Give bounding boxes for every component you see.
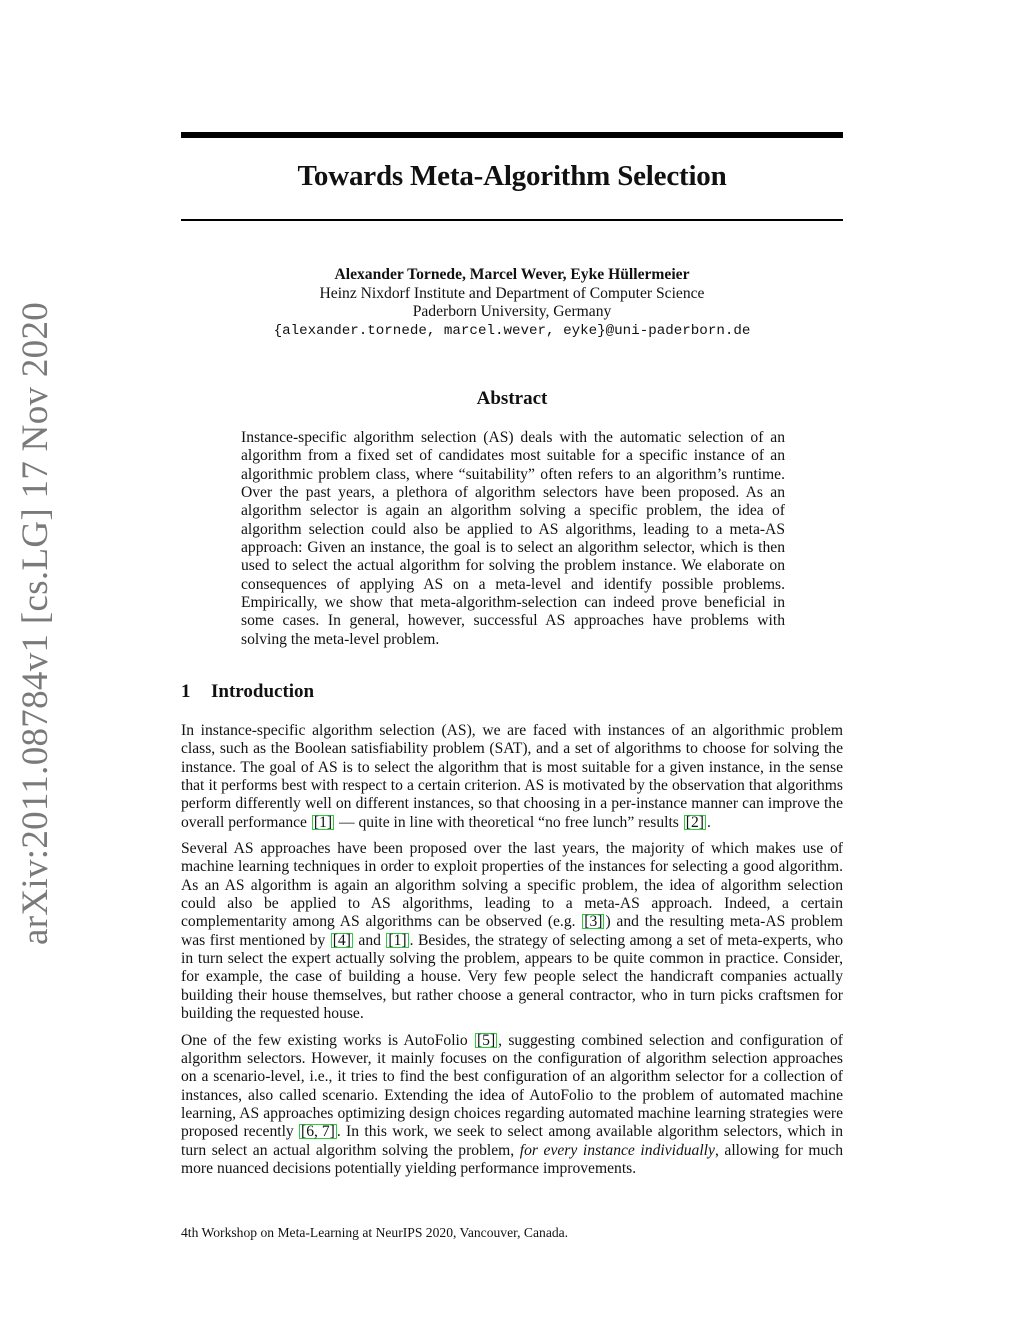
abstract-text: Instance-specific algorithm selection (AS) deals with the automatic selection of an algorithm from a fixed set of candidates most suitable for a specific instance of an algorithmic problem class, where “suitability” often refers to an algorithm’s runtime. Over the past years, a plethora of algorithm selectors have been proposed. As an algorithm selector is again an algorithm solving a specific problem, the idea of algorithm selection could also be applied to AS algorithms, leading to a meta-AS approach: Given an instance, the goal is to select an algorithm selector, which is then used to select the actual algorithm for solving the problem instance. We elaborate on consequences of applying AS on a meta-level and identify possible problems. Empirically, we show that meta-algorithm-selection can indeed prove beneficial in some cases. In general, however, successful AS approaches have problems with solving the meta-level problem. <box>241 429 785 648</box>
paragraph-3: One of the few existing works is AutoFolio [5] , suggesting combined selection and configuration of algorithm selectors. However, it mainly focuses on the configuration of algorithm selection approaches on a scenario-level, i.e., it tries to find the best configuration of an algorithm selector for a collection of instances, also called scenario. Extending the idea of AutoFolio to the problem of automated machine learning, AS approaches optimizing design choices regarding automated machine learning strategies were proposed recently [6, 7] . In this work, we seek to select among available algorithm selectors, which in turn select an actual algorithm solving the problem, for every instance individually, allowing for much more nuanced decisions potentially yielding performance improvements. <box>181 1031 844 1177</box>
arxiv-stamp: arXiv:2011.08784v1 [cs.LG] 17 Nov 2020 <box>15 301 56 945</box>
paragraph-1: In instance-specific algorithm selection (AS), we are faced with instances of an algorithmic problem class, such as the Boolean satisfiability problem (SAT), and a set of algorithms to choose for solving the instance. The goal of AS is to select the algorithm that is most suitable for a given instance, in the sense that it performs best with respect to a certain criterion. AS is motivated by the observation that algorithms perform differently well on different instances, so that choosing in a per-instance manner can improve the overall performance [1] — quite in line with theoretical “no free lunch” results [2] . <box>181 722 843 831</box>
section-title: Introduction <box>211 681 315 702</box>
footnote: 4th Workshop on Meta-Learning at NeurIPS 2020, Vancouver, Canada. <box>181 1225 569 1240</box>
body-text <box>181 722 843 1186</box>
paragraph-2: Several AS approaches have been proposed over the last years, the majority of which makes use of machine learning techniques in order to exploit properties of the instances for selecting a good algorithm. As an AS algorithm is again an algorithm solving a specific problem, the idea of algorithm selection could also be applied to AS algorithms, leading to a meta-AS approach. Indeed, a certain complementarity among AS algorithms can be observed (e.g. [3] ) and the resulting meta-AS problem was first mentioned by [4] and [1] . Besides, the strategy of selecting among a set of meta-experts, who in turn select the expert actually solving the problem, appears to be quite common in practice. Consider, for example, the case of building a house. Very few people select the handicraft companies actually building their house themselves, but rather choose a general contractor, who in turn picks craftsmen for building the requested house. <box>181 840 843 1023</box>
citation-link[interactable]: [2] <box>685 813 704 831</box>
citation-link[interactable]: [1] <box>313 813 333 831</box>
section-number: 1 <box>181 681 191 702</box>
citation-link[interactable]: [4] <box>332 931 351 949</box>
affiliation-1: Heinz Nixdorf Institute and Department of Computer Science <box>319 284 705 302</box>
author-block <box>181 266 843 340</box>
section-heading <box>181 681 314 703</box>
citation-link[interactable]: [6, 7] <box>301 1123 335 1141</box>
citation-link[interactable]: [1] <box>388 931 407 949</box>
title-rule-top <box>181 132 843 138</box>
abstract-heading: Abstract <box>476 388 548 409</box>
author-emails: {alexander.tornede, marcel.wever, eyke}@uni-paderborn.de <box>273 322 751 339</box>
citation-link[interactable]: [3] <box>584 913 603 931</box>
author-names: Alexander Tornede, Marcel Wever, Eyke Hüllermeier <box>334 266 690 283</box>
citation-link[interactable]: [5] <box>476 1031 496 1049</box>
paper-title: Towards Meta-Algorithm Selection <box>297 160 727 192</box>
title-rule-bottom <box>181 219 843 221</box>
affiliation-2: Paderborn University, Germany <box>412 303 612 321</box>
